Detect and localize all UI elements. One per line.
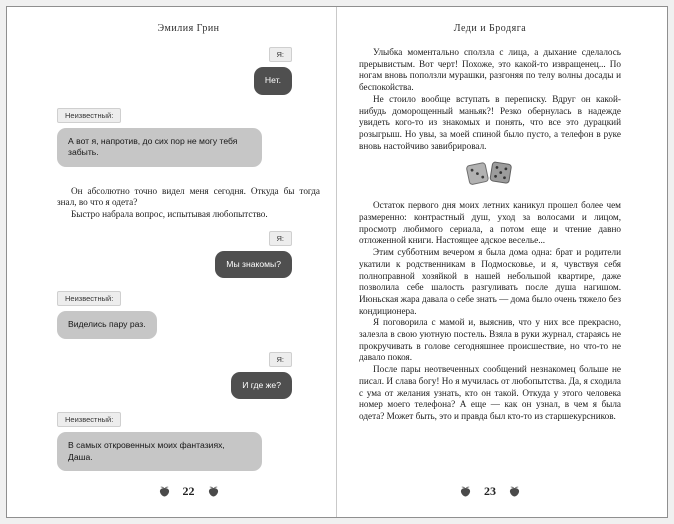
- strawberry-ornament-icon: [207, 486, 220, 497]
- page-number: 23: [484, 484, 496, 498]
- paragraph: Остаток первого дня моих летних каникул прошел более чем размеренно: контрастный душ, уход за волосами и лицом, просмотр любимого сериала, а потом еще и чтение давно отложенной книги. Настоящее адское веселье...: [359, 200, 621, 246]
- chat-sender-label: Я:: [269, 47, 293, 62]
- chat-bubble-outgoing: Мы знакомы?: [215, 251, 292, 279]
- strawberry-ornament-icon: [158, 486, 171, 497]
- chat-sender-label: Неизвестный:: [57, 291, 121, 306]
- dice-illustration: [359, 157, 621, 191]
- chat-transcript: [57, 47, 320, 484]
- book-spread: [6, 6, 668, 518]
- paragraph: Быстро набрала вопрос, испытывая любопытство.: [71, 208, 268, 219]
- chat-message-outgoing: [57, 352, 320, 400]
- page-footer: [359, 484, 621, 499]
- page-left: [7, 7, 337, 517]
- dice-icon: [464, 157, 516, 191]
- page-number: 22: [182, 484, 195, 498]
- paragraph: После пары неотвеченных сообщений незнакомец больше не писал. И слава богу! Но я мучилась от любопытства. Да, я сходила с ума от желания узнать, кто он такой. Откуда у этого человека номер моего телефона? А еще — как он узнал, в чем я была одета? Может быть, это и правда был кто-то из старшекурсников.: [359, 364, 621, 421]
- paragraph: Не стоило вообще вступать в переписку. Вдруг он какой-нибудь доморощенный маньяк?! Резко обернулась в надежде увидеть кого-то из знакомых и понять, что все это дурацкий розыгрыш. Но увы, за моей спиной было пусто, а телефон в руке вновь настойчиво завибрировал.: [359, 93, 621, 151]
- paragraph: Улыбка моментально сползла с лица, а дыхание сделалось прерывистым. Вот черт! Похоже, это какой-то извращенец... По ногам вновь поползли мурашки, разгоняя по телу волны досады и беспокойства.: [359, 47, 621, 93]
- chat-bubble-incoming: В самых откровенных моих фантазиях, Даша.: [57, 432, 262, 471]
- chat-message-incoming: [57, 108, 320, 167]
- page-right: [337, 7, 667, 517]
- strawberry-ornament-icon: [459, 486, 472, 497]
- chat-message-outgoing: [57, 47, 320, 95]
- chat-bubble-outgoing: И где же?: [231, 372, 292, 400]
- strawberry-ornament-icon: [508, 486, 521, 497]
- running-header-author: Эмилия Грин: [157, 23, 220, 34]
- chat-message-outgoing: [57, 231, 320, 279]
- chat-bubble-outgoing: Нет.: [254, 67, 292, 95]
- page-footer: [57, 484, 320, 499]
- chat-message-incoming: [57, 291, 320, 339]
- chat-sender-label: Я:: [269, 352, 293, 367]
- chat-bubble-incoming: Виделись пару раз.: [57, 311, 157, 339]
- paragraph: Я поговорила с мамой и, выяснив, что у них все прекрасно, залезла в свою уютную постель. Взяла в руки журнал, стараясь не прокручивать в голове сегодняшнее происшествие, но что-то не давало покоя.: [359, 317, 621, 363]
- chat-sender-label: Я:: [269, 231, 293, 246]
- paragraph: Он абсолютно точно видел меня сегодня. Откуда бы тогда знал, во что я одета?: [57, 185, 320, 208]
- chat-message-incoming: [57, 412, 320, 471]
- paragraph: Этим субботним вечером я была дома одна: брат и родители укатили к родственникам в Подмосковье, и я, чувствуя себя полноправной хозяйкой в нашей небольшой квартире, даже позволила себе шалость разгуливать после душа нагишом. Июньская жара давала о себе знать — дома было очень тяжело без кондиционера.: [359, 247, 621, 316]
- running-header-title: Леди и Бродяга: [453, 23, 527, 34]
- chat-sender-label: Неизвестный:: [57, 108, 121, 123]
- chat-bubble-incoming: А вот я, напротив, до сих пор не могу тебя забыть.: [57, 128, 262, 167]
- chat-sender-label: Неизвестный:: [57, 412, 121, 427]
- body-text: [359, 47, 621, 423]
- narrative-block: [57, 186, 320, 221]
